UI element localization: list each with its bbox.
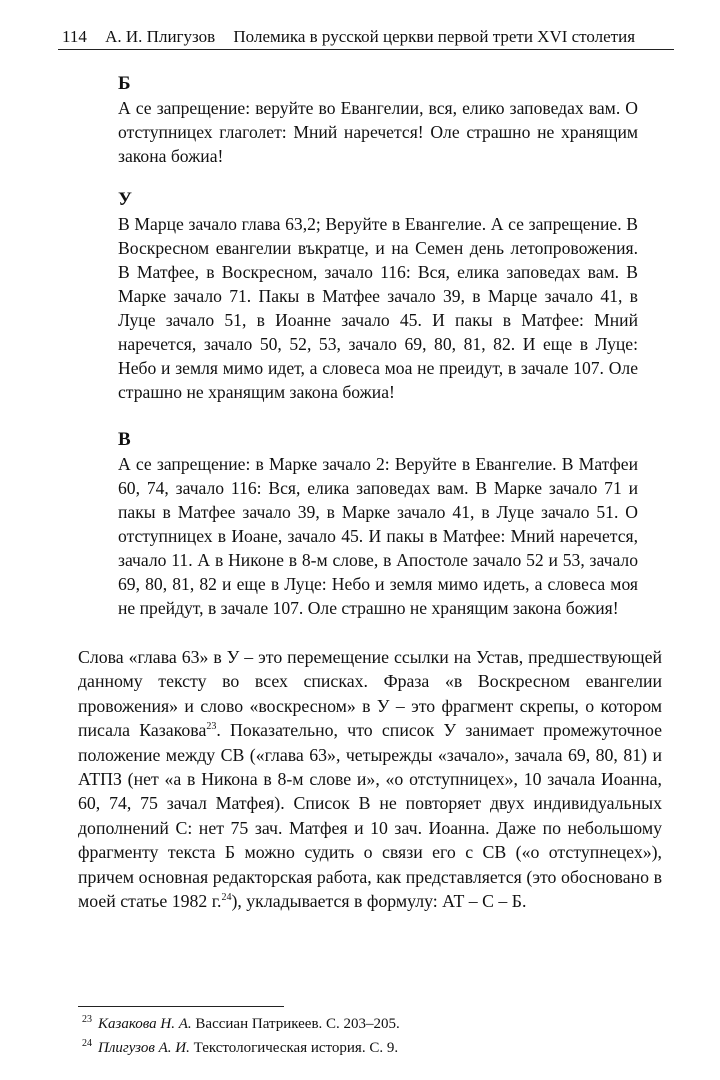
main-text-part2: . Показательно, что список У занимает промежуточное положение между СВ («глава 63», четырежды «зачало», зачала 69, 80, 81) и АТПЗ (нет «а в Никона в 8-м слове и», «о отступницех», 10 зачала Иоанна, 60, 74, 75 зачал Матфея). Список В не повторяет двух индивидуальных дополнений С: нет 75 зач. Матфея и 10 зач. Иоанна. Даже по небольшому фрагменту текста Б можно судить о связи его с СВ («о отступнецех»), причем основная редакторская работа, как представляется (это обосновано в моей статье 1982 г. xyxy=(78,720,662,912)
section-letter: Б xyxy=(118,73,131,94)
header-title: Полемика в русской церкви первой трети XVI столетия xyxy=(233,27,636,46)
footnote-mark: 24 xyxy=(82,1038,92,1049)
page-number: 114 xyxy=(62,27,87,46)
footnote-rule xyxy=(78,1006,284,1007)
section-text: В Марце зачало глава 63,2; Веруйте в Евангелие. А се запрещение. В Воскресном евангелии въкратце, и на Семен день летопровожения. В Матфее, в Воскресном, зачало 116: Вся, елика заповедах вам. В Марке зачало 71. Пакы в Матфее зачало 39, в Марце зачало 41, в Луце зачало 51, в Иоанне зачало 45. И пакы в Матфее: Мний наречется, зачало 50, 52, 53, зачало 69, 80, 81, 82. И еще в Луце: Небо и земля мимо идет, а словеса моа не преидут, в зачале 107. Оле страшно не хранящим закона божиа! xyxy=(118,214,638,402)
running-header xyxy=(62,27,672,47)
footnote-text: Текстологическая история. С. 9. xyxy=(193,1040,399,1056)
footnote-author: Казакова Н. А. xyxy=(98,1016,192,1032)
header-rule xyxy=(58,49,674,50)
footnote-mark: 23 xyxy=(82,1014,92,1025)
footnote-ref-24[interactable]: 24 xyxy=(221,892,232,904)
main-paragraph xyxy=(78,645,662,913)
footnote-23 xyxy=(78,1012,638,1036)
section-text: А се запрещение: веруйте во Евангелии, вся, елико заповедах вам. О отступницех глаголет: Мний наречется! Оле страшно не хранящим закона божиа! xyxy=(118,98,638,166)
variant-section-v xyxy=(118,428,638,620)
footnote-ref-23[interactable]: 23 xyxy=(206,721,217,733)
variant-section-b xyxy=(118,72,638,168)
main-text-part1: Слова «глава 63» в У – это перемещение ссылки на Устав, предшествующей данному тексту во всех списках. Фраза «в Воскресном евангелии провожения» и слово «воскресном» в У – это фрагмент скрепы, о котором писала Казакова xyxy=(78,647,662,741)
footnote-24 xyxy=(78,1036,638,1060)
section-letter: У xyxy=(118,189,132,210)
footnote-author: Плигузов А. И. xyxy=(98,1040,190,1056)
variant-section-u xyxy=(118,188,638,404)
footnotes xyxy=(78,1012,638,1060)
section-text: А се запрещение: в Марке зачало 2: Веруйте в Евангелие. В Матфеи 60, 74, зачало 116: Вся, елика заповедах вам. В Марке зачало 71 и пакы в Матфее зачало 39, в Марке зачало 41, в Луце зачало 51. О отступницех в Иоане, зачало 45. И пакы в Матфее: Мний наречется, зачало 11. А в Никоне в 8-м слове, в Апостоле зачало 52 и 53, зачало 69, 80, 81, 82 и еще в Луце: Небо и земля мимо идеть, а словеса моя не прейдут, в зачале 107. Оле страшно не хранящим закона божия! xyxy=(118,454,638,618)
header-author: А. И. Плигузов xyxy=(105,27,216,46)
section-letter: В xyxy=(118,429,131,450)
footnote-text: Вассиан Патрикеев. С. 203–205. xyxy=(195,1016,400,1032)
main-text-part3: ), укладывается в формулу: АТ – С – Б. xyxy=(231,891,527,912)
